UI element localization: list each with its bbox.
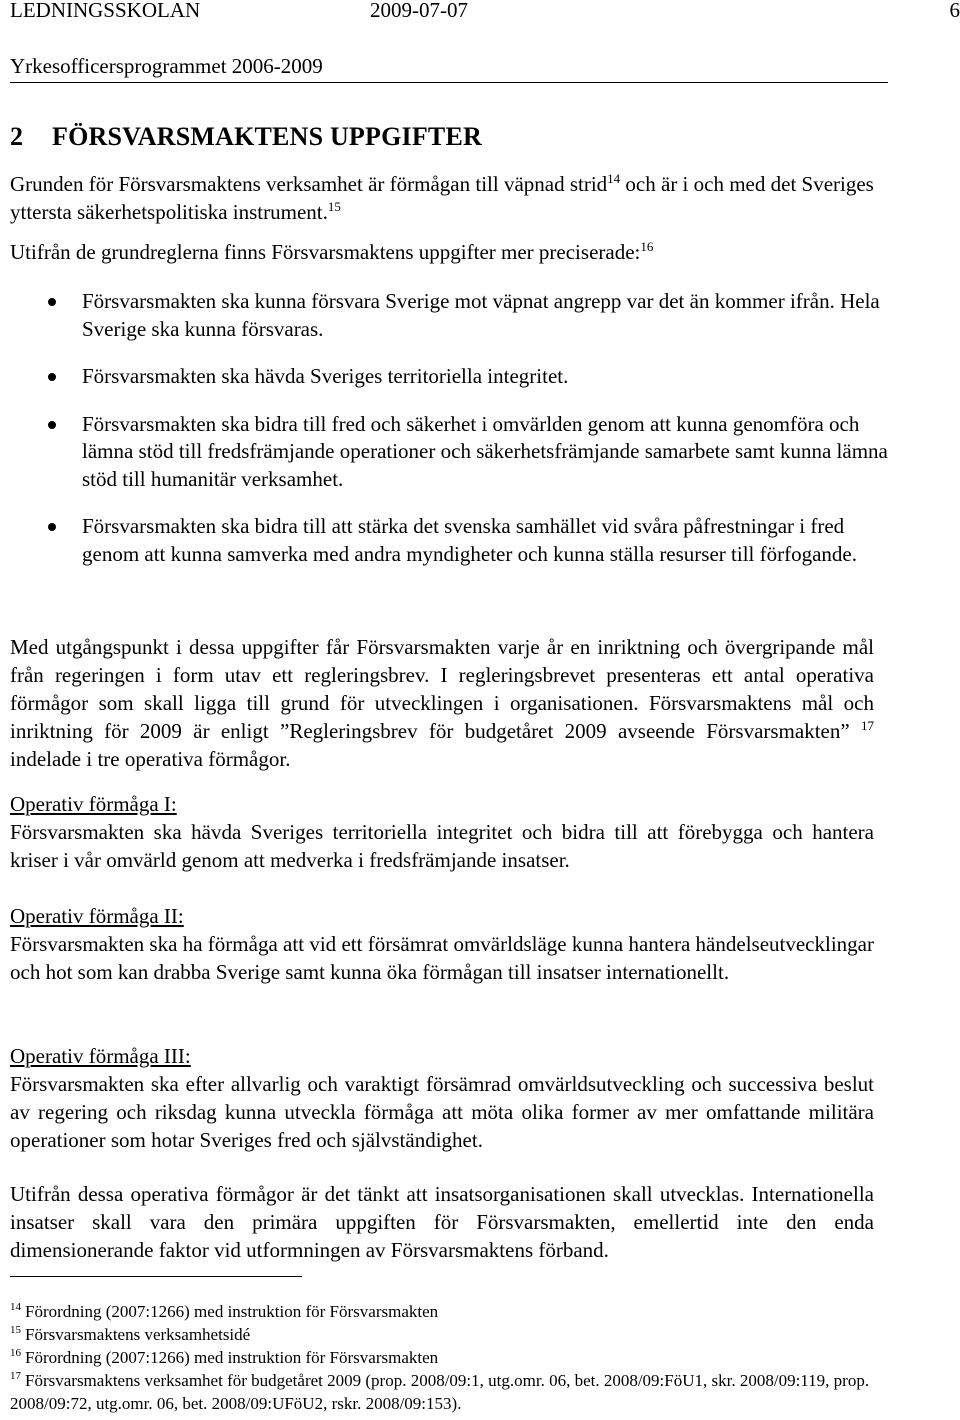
main-paragraph-text-1: Med utgångspunkt i dessa uppgifter får Försvarsmakten varje år en inriktning och övergripande mål från regeringen i form utav ett regleringsbrev. I regleringsbrevet presenteras ett antal operativa förmågor som skall ligga till grund för utvecklingen i organisationen. Försvarsmaktens mål och inriktning för 2009 är enligt ”Regleringsbrev för budgetåret 2009 avseende Försvarsmakten”	[10, 635, 874, 743]
main-paragraph-text-2: indelade i tre operativa förmågor.	[10, 747, 291, 771]
bullet-icon	[48, 298, 56, 306]
intro-paragraph	[10, 170, 890, 226]
task-list	[0, 288, 890, 588]
footnote	[10, 1346, 890, 1369]
list-item	[0, 411, 890, 494]
capability-title: Operativ förmåga I:	[10, 792, 177, 816]
closing-paragraph: Utifrån dessa operativa förmågor är det tänkt att insatsorganisationen skall utvecklas. Internationella insatser skall vara den primära uppgiften för Försvarsmakten, emellertid inte den enda dimensionerande faktor vid utformningen av Försvarsmaktens förband.	[10, 1182, 874, 1262]
capability-section	[10, 790, 874, 874]
footnote-text: Förordning (2007:1266) med instruktion för Försvarsmakten	[25, 1348, 439, 1367]
header-program: Yrkesofficersprogrammet 2006-2009	[10, 54, 323, 78]
footnote-ref[interactable]: 17	[861, 718, 874, 733]
capability-text: Försvarsmakten ska hävda Sveriges territoriella integritet och bidra till att förebygga och hantera kriser i vår omvärld genom att medverka i fredsfrämjande insatser.	[10, 820, 874, 872]
footnote-number: 15	[10, 1324, 21, 1336]
footnote-divider	[10, 1276, 302, 1277]
section-number: 2	[10, 122, 24, 151]
footnote-number: 16	[10, 1347, 21, 1359]
footnote-ref[interactable]: 15	[327, 199, 341, 214]
capability-title: Operativ förmåga III:	[10, 1044, 191, 1068]
list-item-text: Försvarsmakten ska bidra till fred och säkerhet i omvärlden genom att kunna genomföra och lämna stöd till fredsfrämjande operationer och säkerhetsfrämjande samarbete samt kunna lämna stöd till humanitär verksamhet.	[82, 411, 888, 491]
header-divider	[10, 82, 888, 83]
page-number: 6	[949, 0, 960, 22]
bullet-icon	[48, 421, 56, 429]
footnote	[10, 1369, 890, 1415]
list-item	[0, 288, 890, 343]
intro-lead-text: Utifrån de grundreglerna finns Försvarsmaktens uppgifter mer preciserade:	[10, 240, 641, 264]
footnote-ref[interactable]: 14	[607, 171, 621, 186]
list-item-text: Försvarsmakten ska kunna försvara Sverige mot väpnat angrepp var det än kommer ifrån. Hela Sverige ska kunna försvaras.	[82, 289, 880, 341]
footnote-text: Försvarsmaktens verksamhet för budgetåret 2009 (prop. 2008/09:1, utg.omr. 06, bet. 2008/09:FöU1, skr. 2008/09:119, prop. 2008/09:72, utg.omr. 06, bet. 2008/09:UFöU2, rskr. 2008/09:153).	[10, 1371, 870, 1413]
main-paragraph	[10, 633, 874, 773]
capability-section	[10, 1042, 874, 1154]
capability-text: Försvarsmakten ska ha förmåga att vid ett försämrat omvärldsläge kunna hantera händelseutvecklingar och hot som kan drabba Sverige samt kunna öka förmågan till insatser internationellt.	[10, 932, 874, 984]
section-heading	[10, 122, 482, 152]
intro-text-2: och är i och med det Sveriges yttersta säkerhetspolitiska instrument.	[10, 172, 874, 224]
footnote-number: 14	[10, 1301, 21, 1313]
footnote-text: Förordning (2007:1266) med instruktion för Försvarsmakten	[25, 1302, 439, 1321]
capability-title: Operativ förmåga II:	[10, 904, 184, 928]
capability-section	[10, 902, 874, 986]
footnote-text: Försvarsmaktens verksamhetsidé	[25, 1325, 251, 1344]
list-item-text: Försvarsmakten ska hävda Sveriges territoriella integritet.	[82, 364, 569, 388]
header-school: LEDNINGSSKOLAN	[10, 0, 201, 22]
intro-text-1: Grunden för Försvarsmaktens verksamhet är förmågan till väpnad strid	[10, 172, 608, 196]
footnote-number: 17	[10, 1370, 21, 1382]
list-item	[0, 513, 890, 568]
page-header	[10, 0, 960, 26]
list-item-text: Försvarsmakten ska bidra till att stärka det svenska samhället vid svåra påfrestningar i fred genom att kunna samverka med andra myndigheter och kunna ställa resurser till förfogande.	[82, 514, 857, 566]
footnote-ref[interactable]: 16	[640, 239, 654, 254]
footnotes	[10, 1300, 890, 1415]
section-title: FÖRSVARSMAKTENS UPPGIFTER	[52, 122, 482, 151]
capability-text: Försvarsmakten ska efter allvarlig och varaktigt försämrad omvärldsutveckling och successiva beslut av regering och riksdag kunna utveckla förmåga att möta olika former av mer omfattande militära operationer som hotar Sveriges fred och självständighet.	[10, 1072, 874, 1152]
bullet-icon	[48, 523, 56, 531]
footnote	[10, 1323, 890, 1346]
bullet-icon	[48, 373, 56, 381]
intro-lead	[10, 238, 890, 266]
list-item	[0, 363, 890, 391]
header-date: 2009-07-07	[370, 0, 468, 22]
footnote	[10, 1300, 890, 1323]
